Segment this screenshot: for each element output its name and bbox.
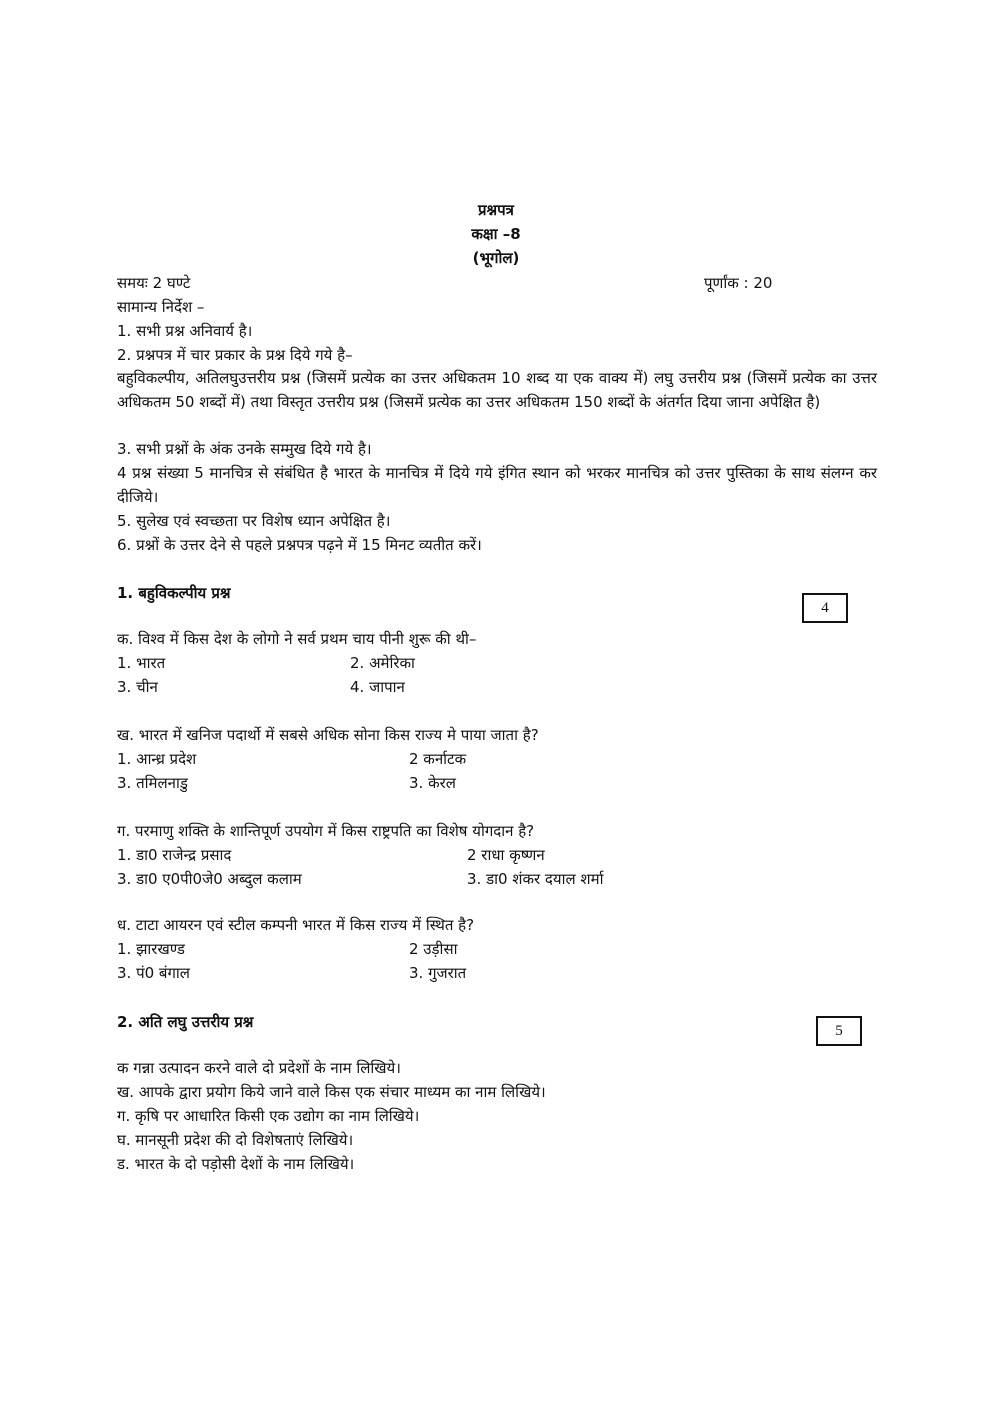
section-1-marks-box: 4 — [802, 593, 848, 623]
mcq-1-question: क. विश्व में किस देश के लोगो ने सर्व प्रथम चाय पीनी शुरू की थी– — [117, 630, 477, 648]
short-question-5: ड. भारत के दो पड़ोसी देशों के नाम लिखिये। — [117, 1155, 355, 1173]
mcq-4-option-4: 3. गुजरात — [409, 964, 467, 982]
section-1-heading: 1. बहुविकल्पीय प्रश्न — [117, 584, 231, 602]
time-label: समयः 2 घण्टे — [117, 274, 191, 292]
mcq-2-option-2: 2 कर्नाटक — [409, 750, 467, 768]
instruction-2-detail: बहुविकल्पीय, अतिलघुउत्तरीय प्रश्न (जिसमें प्रत्येक का उत्तर अधिकतम 10 शब्द या एक वाक्य में) लघु उत्तरीय प्रश्न (जिसमें प्रत्येक का उत्तर अधिकतम 50 शब्दों में) तथा विस्तृत उत्तरीय प्रश्न (जिसमें प्रत्येक का उत्तर अधिकतम 150 शब्दों के अंतर्गत दिया जाना अपेक्षित है) — [117, 369, 877, 411]
mcq-3-option-3: 3. डा0 ए0पी0जे0 अब्दुल कलाम — [117, 870, 302, 888]
subject-label: (भूगोल) — [472, 249, 520, 267]
mcq-4-option-1: 1. झारखण्ड — [117, 940, 185, 958]
mcq-1-option-3: 3. चीन — [117, 678, 158, 696]
short-question-4: घ. मानसूनी प्रदेश की दो विशेषताएं लिखिये। — [117, 1131, 354, 1149]
total-marks-label: पूर्णांक : 20 — [704, 274, 773, 292]
mcq-4-question: ध. टाटा आयरन एवं स्टील कम्पनी भारत में किस राज्य में स्थित है? — [117, 916, 475, 934]
instructions-heading: सामान्य निर्देश – — [117, 298, 205, 316]
mcq-4-option-2: 2 उड़ीसा — [409, 940, 458, 958]
paper-title: प्रश्नपत्र — [478, 201, 514, 219]
short-question-1: क गन्ना उत्पादन करने वाले दो प्रदेशों के नाम लिखिये। — [117, 1059, 401, 1077]
short-question-3: ग. कृषि पर आधारित किसी एक उद्योग का नाम लिखिये। — [117, 1107, 420, 1125]
mcq-1-option-1: 1. भारत — [117, 654, 166, 672]
instruction-5: 5. सुलेख एवं स्वच्छता पर विशेष ध्यान अपेक्षित है। — [117, 512, 391, 530]
mcq-3-option-1: 1. डा0 राजेन्द्र प्रसाद — [117, 846, 232, 864]
section-2-heading: 2. अति लघु उत्तरीय प्रश्न — [117, 1013, 254, 1031]
instruction-2: 2. प्रश्नपत्र में चार प्रकार के प्रश्न दिये गये है– — [117, 346, 353, 364]
mcq-3-question: ग. परमाणु शक्ति के शान्तिपूर्ण उपयोग में किस राष्ट्रपति का विशेष योगदान है? — [117, 822, 535, 840]
section-2-marks-box: 5 — [816, 1016, 862, 1046]
mcq-3-option-4: 3. डा0 शंकर दयाल शर्मा — [467, 870, 604, 888]
class-label: कक्षा –8 — [471, 225, 521, 243]
mcq-2-option-1: 1. आन्ध्र प्रदेश — [117, 750, 197, 768]
mcq-2-option-4: 3. केरल — [409, 774, 456, 792]
mcq-1-option-4: 4. जापान — [350, 678, 405, 696]
instruction-1: 1. सभी प्रश्न अनिवार्य है। — [117, 322, 253, 340]
instruction-3: 3. सभी प्रश्नों के अंक उनके सम्मुख दिये गये है। — [117, 440, 372, 458]
mcq-3-option-2: 2 राधा कृष्णन — [467, 846, 545, 864]
mcq-1-option-2: 2. अमेरिका — [350, 654, 415, 672]
mcq-2-option-3: 3. तमिलनाडु — [117, 774, 188, 792]
instruction-6: 6. प्रश्नों के उत्तर देने से पहले प्रश्नपत्र पढ़ने में 15 मिनट व्यतीत करें। — [117, 536, 482, 554]
mcq-2-question: ख. भारत में खनिज पदार्थो में सबसे अधिक सोना किस राज्य मे पाया जाता है? — [117, 726, 539, 744]
short-question-2: ख. आपके द्वारा प्रयोग किये जाने वाले किस एक संचार माध्यम का नाम लिखिये। — [117, 1083, 546, 1101]
mcq-4-option-3: 3. पं0 बंगाल — [117, 964, 190, 982]
instruction-4: 4 प्रश्न संख्या 5 मानचित्र से संबंधित है भारत के मानचित्र में दिये गये इंगित स्थान को भरकर मानचित्र को उत्तर पुस्तिका के साथ संलग्न कर दीजिये। — [117, 464, 877, 506]
